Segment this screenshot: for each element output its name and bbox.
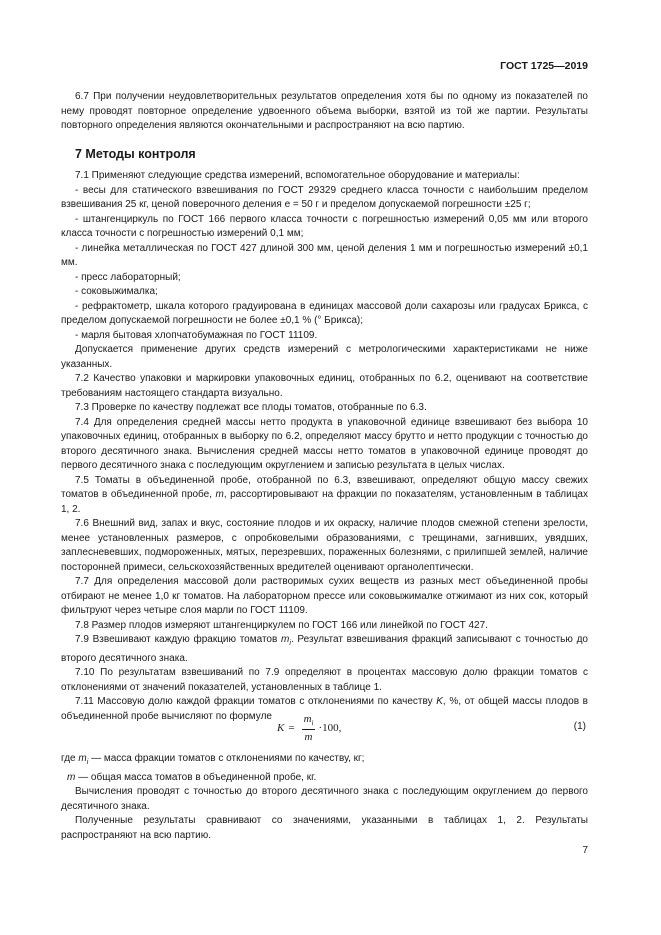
paragraph-7-8: 7.8 Размер плодов измеряют штангенциркулем по ГОСТ 166 или линейкой по ГОСТ 427. (75, 619, 488, 631)
where-line-2: m — общая масса томатов в объединенной пробе, кг. (67, 771, 317, 783)
formula-lhs: K (277, 722, 285, 735)
list-item: - штангенциркуль по ГОСТ 166 первого класса точности с погрешностью измерений 0,05 мм или второго класса точности с погрешностью измерений 0,1 мм; (61, 213, 588, 239)
paragraph-7-7: 7.7 Для определения массовой доли растворимых сухих веществ из разных мест объединенной пробы отбирают не менее 1,0 кг томатов. На лабораторном прессе или соковыжималке отжимают из них сок, который фильтруют через четыре слоя марли по ГОСТ 11109. (61, 576, 588, 616)
paragraph-7-1-note: Допускается применение других средств измерений с метрологическими характеристиками не ниже указанных. (61, 344, 588, 370)
document-page (61, 0, 588, 935)
where-line-1: где $m_i$ — масса фракции томатов с отклонениями по качеству, кг; (61, 753, 365, 766)
page-number: 7 (582, 845, 588, 856)
var-m: m (215, 489, 224, 500)
paragraph-7-6: 7.6 Внешний вид, запах и вкус, состояние плодов и их окраску, наличие плодов смежной степени зрелости, менее установленных размеров, с опробковелыми образованиями, с трещинами, загнивших, увядших, заплесневевших, подмороженных, мятых, перезревших, пораженных болезнями, с прилипшей землей, наличие посторонней примеси, сельскохозяйственных вредителей оценивают органолептически. (61, 518, 588, 573)
formula-numerator: m (303, 713, 312, 725)
list-item: - весы для статического взвешивания по ГОСТ 29329 среднего класса точности с наибольшим пределом взвешивания 25 кг, ценой поверочного деления е = 50 г и пределом допускаемой погрешности ±25 г; (61, 184, 588, 210)
paragraph-7-1: 7.1 Применяют следующие средства измерений, вспомогательное оборудование и материалы: (75, 170, 520, 181)
list-item: - марля бытовая хлопчатобумажная по ГОСТ 11109. (75, 329, 318, 341)
list-item: - рефрактометр, шкала которого градуирована в единицах массовой доли сахарозы или градусах Брикса, с пределом допускаемой погрешности не более ±0,1 % (° Брикса); (61, 300, 588, 326)
formula-explanation (61, 752, 588, 843)
list-item: - пресс лабораторный; (75, 271, 181, 283)
paragraph-7-3: 7.3 Проверке по качеству подлежат все плоды томатов, отобранные по 6.3. (75, 402, 427, 413)
paragraph-7-9: 7.9 Взвешивают каждую фракцию томатов $m_i$. Результат взвешивания фракций записывают с точностью до второго десятичного знака. (61, 634, 588, 664)
formula-fraction: $\frac{m_i}{m}$ (303, 713, 314, 744)
paragraph-7-10: 7.10 По результатам взвешиваний по 7.9 определяют в процентах массовую долю фракции томатов с отклонениями от значений показателей, установленных в таблице 1. (61, 667, 588, 693)
paragraph-7-11: 7.11 Массовую долю каждой фракции томатов с отклонениями по качеству K, %, от общей массы плодов в объединенной пробе вычисляют по формуле (61, 696, 588, 722)
var-m: m (281, 634, 290, 645)
section-7-body (61, 169, 588, 724)
section-title: 7 Методы контроля (75, 147, 196, 161)
list-item: - соковыжималка; (75, 286, 158, 297)
formula-number: (1) (573, 721, 586, 732)
paragraph-7-2: 7.2 Качество упаковки и маркировки упаковочных единиц, отобранных по 6.2, оценивают на соответствие требованиям настоящего стандарта визуально. (61, 373, 588, 399)
list-item: - линейка металлическая по ГОСТ 427 длиной 300 мм, ценой деления 1 мм и погрешностью измерений ±0,1 мм. (61, 242, 588, 268)
paragraph-calculation: Вычисления проводят с точностью до второго десятичного знака с последующим округлением до первого десятичного знака. (61, 786, 588, 812)
formula-denominator: m (304, 731, 313, 744)
formula-rhs: ·100, (318, 722, 342, 735)
paragraph-6-7: 6.7 При получении неудовлетворительных результатов определения хотя бы по одному из показателей по нему проводят повторное определение удвоенного объема выборки, взятой из той же партии. Результаты повторного определения являются окончательными и распространяют на всю партию. (61, 91, 588, 131)
var-k: K (436, 696, 443, 707)
formula-equals: = (288, 722, 295, 735)
formula-1 (61, 707, 588, 744)
standard-header: ГОСТ 1725—2019 (500, 60, 588, 72)
paragraph-results: Полученные результаты сравнивают со значениями, указанными в таблицах 1, 2. Результаты распространяют на всю партию. (61, 815, 588, 841)
paragraph-7-4: 7.4 Для определения средней массы нетто продукта в упаковочной единице взвешивают без выбора 10 упаковочных единиц, отобранных в выборку по 6.2, определяют массу брутто и нетто продукции с точностью до второго десятичного знака. Вычисления средней массы нетто томатов в упаковочной единице проводят до первого десятичного знака с последующим округлением и записью результата в целых числах. (61, 416, 588, 471)
paragraph-7-5: 7.5 Томаты в объединенной пробе, отобранной по 6.3, взвешивают, определяют общую массу свежих томатов в объединенной пробе, m, рассортировывают на фракции по показателям, установленным в таблицах 1, 2. (61, 474, 588, 515)
